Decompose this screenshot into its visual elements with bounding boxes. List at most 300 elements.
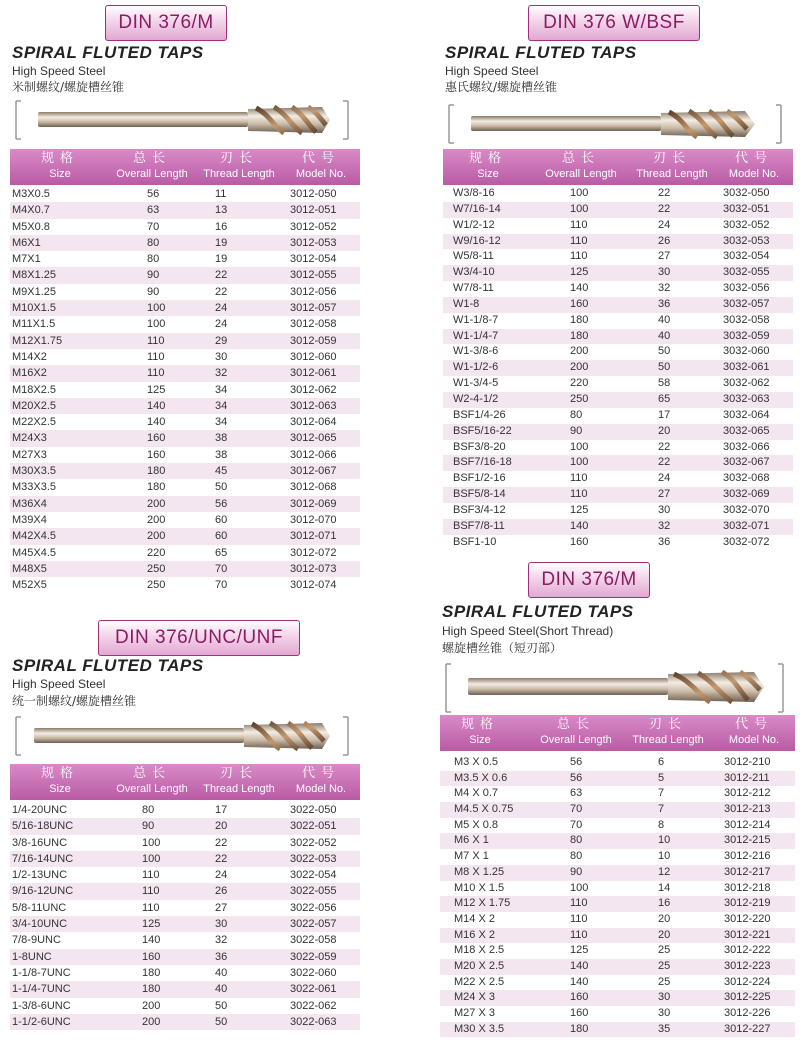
- table-row: [440, 849, 795, 865]
- length-cell: 140: [142, 934, 161, 947]
- size-cell: M3X0.5: [12, 188, 50, 200]
- model-cell: 3012-062: [290, 383, 337, 396]
- section-banner: DIN 376/M: [528, 562, 650, 598]
- model-cell: 3032-059: [723, 329, 770, 342]
- thread-header-cn: 刃长: [219, 766, 258, 781]
- table-row: [10, 414, 360, 430]
- model-cell: 3012-056: [290, 285, 337, 298]
- thread-cell: 50: [215, 481, 228, 494]
- length-cell: 200: [147, 513, 166, 526]
- thread-cell: 50: [658, 345, 671, 358]
- table-body: [10, 186, 360, 593]
- table-row: [10, 932, 360, 948]
- thread-cell: 34: [215, 383, 228, 396]
- thread-cell: 30: [658, 991, 671, 1004]
- length-cell: 110: [147, 334, 165, 347]
- length-cell: 250: [147, 562, 166, 575]
- length-cell: 200: [570, 345, 589, 358]
- product-title: SPIRAL FLUTED TAPS: [12, 43, 204, 62]
- model-cell: 3012-065: [290, 432, 337, 445]
- table-row: [10, 802, 360, 818]
- thread-cell: 8: [658, 818, 665, 831]
- model-cell: 3032-055: [723, 266, 770, 279]
- thread-cell: 30: [215, 918, 228, 931]
- table-row: [443, 329, 793, 345]
- length-cell: 80: [147, 236, 160, 249]
- model-cell: 3032-072: [723, 535, 770, 548]
- model-cell: 3012-057: [290, 302, 337, 315]
- model-cell: 3022-054: [290, 869, 337, 882]
- model-cell: 3012-071: [290, 530, 337, 543]
- table-row: [10, 512, 360, 528]
- length-cell: 100: [147, 318, 166, 331]
- table-row: [443, 186, 793, 202]
- size-cell: W1-1/8-7: [453, 313, 499, 326]
- thread-header: Thread Length: [203, 168, 275, 180]
- size-header: Size: [49, 783, 71, 795]
- model-cell: 3032-067: [723, 456, 770, 469]
- thread-cell: 24: [215, 318, 228, 331]
- size-cell: M5X0.8: [12, 220, 50, 233]
- model-cell: 3032-062: [723, 377, 770, 390]
- thread-cell: 32: [215, 367, 228, 380]
- length-cell: 160: [142, 950, 161, 963]
- size-cell: M6 X 1: [454, 834, 489, 847]
- table-row: [440, 912, 795, 928]
- thread-cell: 11: [215, 188, 227, 200]
- model-cell: 3012-219: [724, 897, 771, 910]
- model-cell: 3032-071: [723, 519, 770, 532]
- spiral-tap-illustration: [12, 97, 352, 143]
- size-header: Size: [469, 734, 491, 746]
- thread-cell: 22: [215, 285, 228, 298]
- thread-cell: 16: [215, 220, 228, 233]
- thread-cell: 22: [215, 852, 228, 865]
- table-row: [10, 316, 360, 332]
- size-cell: BSF3/4-12: [453, 503, 506, 516]
- thread-cell: 50: [658, 361, 671, 374]
- size-cell: BSF1/4-26: [453, 408, 506, 421]
- table-row: [440, 943, 795, 959]
- length-cell: 160: [147, 448, 166, 461]
- table-row: [443, 487, 793, 503]
- model-cell: 3012-213: [724, 803, 771, 816]
- model-cell: 3032-050: [723, 187, 770, 199]
- thread-header: Thread Length: [632, 734, 704, 746]
- table-row: [10, 202, 360, 218]
- model-cell: 3032-054: [723, 250, 770, 263]
- model-cell: 3012-067: [290, 465, 337, 478]
- table-header: [443, 149, 793, 185]
- length-cell: 80: [142, 804, 155, 816]
- model-cell: 3012-069: [290, 497, 337, 510]
- table-row: [440, 928, 795, 944]
- model-cell: 3012-072: [290, 546, 337, 559]
- model-cell: 3032-070: [723, 503, 770, 516]
- model-cell: 3032-058: [723, 313, 770, 326]
- size-cell: W7/16-14: [453, 202, 501, 215]
- length-cell: 56: [570, 756, 583, 768]
- size-cell: M4.5 X 0.75: [454, 803, 514, 816]
- thread-cell: 36: [658, 297, 671, 310]
- product-title: SPIRAL FLUTED TAPS: [445, 43, 637, 62]
- length-cell: 140: [570, 975, 589, 988]
- model-cell: 3022-063: [290, 1015, 337, 1028]
- size-cell: W5/8-11: [453, 250, 494, 263]
- size-cell: BSF5/8-14: [453, 488, 506, 501]
- length-cell: 200: [142, 999, 161, 1012]
- thread-cell: 22: [215, 836, 228, 849]
- table-row: [440, 865, 795, 881]
- table-body: [443, 186, 793, 550]
- thread-cell: 29: [215, 334, 228, 347]
- table-row: [443, 313, 793, 329]
- size-cell: W3/4-10: [453, 266, 495, 279]
- size-cell: M27 X 3: [454, 1007, 495, 1019]
- thread-cell: 70: [215, 562, 228, 575]
- model-cell: 3022-050: [290, 804, 337, 816]
- length-header: Overall Length: [116, 168, 188, 180]
- length-cell: 110: [570, 472, 588, 485]
- model-cell: 3012-210: [724, 756, 771, 768]
- model-cell: 3012-061: [290, 367, 337, 380]
- size-header-cn: 规格: [40, 151, 79, 166]
- size-cell: M8X1.25: [12, 269, 57, 282]
- table-row: [443, 535, 793, 551]
- table-row: [10, 333, 360, 349]
- model-cell: 3012-055: [290, 269, 337, 282]
- length-header: Overall Length: [545, 168, 617, 180]
- length-cell: 140: [570, 959, 589, 972]
- table-row: [443, 471, 793, 487]
- size-cell: 7/16-14UNC: [12, 852, 74, 865]
- length-cell: 250: [147, 579, 166, 592]
- length-cell: 110: [147, 367, 165, 380]
- table-row: [10, 186, 360, 202]
- product-title: SPIRAL FLUTED TAPS: [442, 602, 634, 621]
- length-cell: 140: [147, 399, 166, 412]
- thread-cell: 24: [658, 218, 671, 231]
- model-cell: 3032-057: [723, 297, 770, 310]
- size-cell: W1-8: [453, 297, 480, 310]
- model-cell: 3032-060: [723, 345, 770, 358]
- thread-cell: 10: [658, 850, 671, 863]
- length-cell: 160: [570, 297, 589, 310]
- spiral-tap-illustration: [445, 101, 785, 147]
- model-cell: 3012-224: [724, 975, 771, 988]
- thread-cell: 19: [215, 236, 228, 249]
- model-cell: 3032-065: [723, 424, 770, 437]
- table-row: [443, 424, 793, 440]
- length-cell: 100: [570, 202, 589, 215]
- size-cell: M8 X 1.25: [454, 865, 505, 878]
- table-row: [10, 447, 360, 463]
- model-cell: 3012-059: [290, 334, 337, 347]
- table-row: [440, 1022, 795, 1038]
- size-cell: M9X1.25: [12, 285, 57, 298]
- size-cell: M30X3.5: [12, 465, 57, 478]
- table-row: [10, 851, 360, 867]
- size-cell: M6X1: [12, 236, 41, 249]
- thread-cell: 7: [658, 787, 665, 800]
- size-cell: M7X1: [12, 253, 41, 266]
- size-cell: W9/16-12: [453, 234, 501, 247]
- thread-cell: 25: [658, 959, 671, 972]
- table-row: [443, 519, 793, 535]
- model-cell: 3012-211: [724, 771, 770, 784]
- length-cell: 140: [570, 282, 589, 295]
- size-header-cn: 规格: [40, 766, 79, 781]
- thread-cell: 30: [215, 350, 228, 363]
- thread-cell: 36: [215, 950, 228, 963]
- table-row: [10, 300, 360, 316]
- size-cell: M22 X 2.5: [454, 975, 505, 988]
- length-cell: 63: [570, 787, 583, 800]
- length-cell: 125: [570, 503, 589, 516]
- thread-cell: 17: [658, 408, 671, 421]
- size-cell: M7 X 1: [454, 850, 489, 863]
- size-cell: M16X2: [12, 367, 47, 380]
- length-cell: 180: [142, 983, 161, 996]
- model-cell: 3012-220: [724, 912, 771, 925]
- model-cell: 3012-064: [290, 416, 337, 429]
- table-row: [440, 833, 795, 849]
- thread-cell: 20: [658, 928, 671, 941]
- thread-cell: 5: [658, 771, 665, 784]
- length-cell: 110: [570, 250, 588, 263]
- size-cell: M24 X 3: [454, 991, 495, 1004]
- table-body: [10, 802, 360, 1030]
- model-cell: 3012-226: [724, 1007, 771, 1019]
- size-cell: 1-1/4-7UNC: [12, 983, 71, 996]
- length-cell: 180: [147, 481, 166, 494]
- table-row: [443, 218, 793, 234]
- table-row: [440, 1006, 795, 1022]
- model-cell: 3032-056: [723, 282, 770, 295]
- table-row: [443, 408, 793, 424]
- size-cell: 1-1/2-6UNC: [12, 1015, 71, 1028]
- table-row: [440, 786, 795, 802]
- product-title: SPIRAL FLUTED TAPS: [12, 656, 204, 675]
- thread-cell: 30: [658, 1007, 671, 1019]
- length-cell: 200: [147, 497, 166, 510]
- table-row: [10, 965, 360, 981]
- model-cell: 3032-053: [723, 234, 770, 247]
- model-cell: 3012-051: [290, 204, 337, 217]
- table-row: [10, 867, 360, 883]
- length-cell: 70: [570, 803, 583, 816]
- table-row: [440, 959, 795, 975]
- size-cell: M52X5: [12, 579, 47, 592]
- length-cell: 180: [147, 465, 166, 478]
- spiral-tap-illustration: [442, 660, 787, 716]
- model-cell: 3022-056: [290, 901, 337, 914]
- thread-cell: 34: [215, 399, 228, 412]
- table-row: [10, 235, 360, 251]
- model-header: Model No.: [295, 783, 347, 795]
- table-row: [10, 561, 360, 577]
- table-row: [10, 479, 360, 495]
- model-cell: 3012-050: [290, 188, 337, 200]
- table-row: [440, 990, 795, 1006]
- thread-cell: 45: [215, 465, 228, 478]
- model-cell: 3032-051: [723, 202, 770, 215]
- length-cell: 125: [147, 383, 166, 396]
- model-cell: 3012-053: [290, 236, 337, 249]
- thread-cell: 50: [215, 999, 228, 1012]
- thread-cell: 13: [215, 204, 228, 217]
- model-cell: 3012-068: [290, 481, 337, 494]
- model-cell: 3032-064: [723, 408, 770, 421]
- size-cell: BSF3/8-20: [453, 440, 506, 453]
- model-cell: 3012-227: [724, 1022, 771, 1035]
- thread-cell: 70: [215, 579, 228, 592]
- material-label: High Speed Steel: [12, 64, 106, 78]
- size-cell: 1/2-13UNC: [12, 869, 68, 882]
- length-cell: 110: [570, 488, 588, 501]
- model-cell: 3032-066: [723, 440, 770, 453]
- length-cell: 220: [570, 377, 589, 390]
- size-cell: M10 X 1.5: [454, 881, 505, 894]
- model-cell: 3032-052: [723, 218, 770, 231]
- table-row: [10, 981, 360, 997]
- table-row: [443, 455, 793, 471]
- thread-cell: 25: [658, 975, 671, 988]
- length-cell: 110: [570, 234, 588, 247]
- length-cell: 90: [147, 269, 160, 282]
- size-cell: M42X4.5: [12, 530, 57, 543]
- table-row: [10, 430, 360, 446]
- size-cell: W3/8-16: [453, 187, 495, 199]
- table-body: [440, 755, 795, 1037]
- model-cell: 3022-053: [290, 852, 337, 865]
- size-cell: 1/4-20UNC: [12, 804, 68, 816]
- material-label: High Speed Steel: [12, 677, 106, 691]
- length-cell: 180: [570, 1022, 589, 1035]
- table-row: [443, 376, 793, 392]
- size-cell: M11X1.5: [12, 318, 56, 331]
- thread-cell: 40: [215, 983, 228, 996]
- size-cell: BSF1-10: [453, 535, 497, 548]
- length-cell: 110: [570, 218, 588, 231]
- table-row: [10, 818, 360, 834]
- size-cell: M14X2: [12, 350, 47, 363]
- table-row: [10, 835, 360, 851]
- thread-cell: 56: [215, 497, 228, 510]
- length-cell: 56: [570, 771, 583, 784]
- size-cell: 5/8-11UNC: [12, 901, 67, 914]
- length-header-cn: 总长: [132, 151, 171, 166]
- size-cell: M4X0.7: [12, 204, 50, 217]
- size-cell: M18X2.5: [12, 383, 57, 396]
- thread-cell: 65: [215, 546, 228, 559]
- thread-cell: 38: [215, 432, 228, 445]
- model-cell: 3032-061: [723, 361, 770, 374]
- length-cell: 110: [570, 897, 588, 910]
- material-label-cn: 螺旋槽丝锥（短刃部）: [442, 641, 563, 655]
- length-cell: 140: [147, 416, 166, 429]
- section-banner: DIN 376 W/BSF: [528, 5, 700, 41]
- size-cell: M27X3: [12, 448, 47, 461]
- length-header-cn: 总长: [561, 151, 600, 166]
- thread-cell: 40: [658, 329, 671, 342]
- model-header-cn: 代号: [301, 766, 340, 781]
- thread-cell: 32: [658, 519, 671, 532]
- size-cell: W1-3/8-6: [453, 345, 499, 358]
- thread-cell: 19: [215, 253, 228, 266]
- thread-cell: 35: [658, 1022, 671, 1035]
- length-header-cn: 总长: [556, 717, 595, 732]
- thread-cell: 38: [215, 448, 228, 461]
- table-row: [440, 802, 795, 818]
- model-cell: 3012-217: [724, 865, 771, 878]
- model-cell: 3012-222: [724, 944, 771, 957]
- size-cell: 3/8-16UNC: [12, 836, 68, 849]
- table-header: [440, 715, 795, 751]
- material-label: High Speed Steel(Short Thread): [442, 624, 614, 638]
- size-cell: M33X3.5: [12, 481, 57, 494]
- model-cell: 3012-225: [724, 991, 771, 1004]
- table-row: [10, 545, 360, 561]
- length-cell: 80: [147, 253, 160, 266]
- size-cell: M30 X 3.5: [454, 1022, 505, 1035]
- thread-cell: 32: [658, 282, 671, 295]
- table-row: [10, 349, 360, 365]
- length-cell: 160: [570, 535, 589, 548]
- material-label-cn: 惠氏螺纹/螺旋槽丝锥: [445, 80, 558, 94]
- table-header: [10, 149, 360, 185]
- thread-cell: 26: [658, 234, 671, 247]
- length-cell: 90: [147, 285, 160, 298]
- model-cell: 3022-055: [290, 885, 337, 898]
- section-banner: DIN 376/M: [105, 5, 227, 41]
- model-cell: 3012-212: [724, 787, 771, 800]
- model-cell: 3012-073: [290, 562, 337, 575]
- table-row: [443, 297, 793, 313]
- length-cell: 100: [570, 440, 589, 453]
- thread-cell: 22: [658, 440, 671, 453]
- size-cell: M18 X 2.5: [454, 944, 505, 957]
- length-cell: 100: [570, 456, 589, 469]
- thread-cell: 24: [658, 472, 671, 485]
- length-cell: 140: [570, 519, 589, 532]
- thread-cell: 17: [215, 804, 228, 816]
- table-row: [443, 392, 793, 408]
- thread-cell: 34: [215, 416, 228, 429]
- length-cell: 100: [570, 881, 589, 894]
- table-row: [440, 896, 795, 912]
- size-cell: M12 X 1.75: [454, 897, 511, 910]
- thread-cell: 25: [658, 944, 671, 957]
- table-row: [10, 251, 360, 267]
- table-row: [443, 344, 793, 360]
- thread-cell: 40: [215, 966, 228, 979]
- size-cell: M16 X 2: [454, 928, 495, 941]
- thread-cell: 30: [658, 503, 671, 516]
- size-cell: M20 X 2.5: [454, 959, 505, 972]
- model-cell: 3012-058: [290, 318, 337, 331]
- length-cell: 110: [570, 928, 588, 941]
- size-cell: M3 X 0.5: [454, 756, 499, 768]
- length-header: Overall Length: [540, 734, 612, 746]
- size-cell: M36X4: [12, 497, 47, 510]
- thread-header-cn: 刃长: [648, 717, 687, 732]
- table-row: [10, 900, 360, 916]
- table-row: [10, 916, 360, 932]
- thread-header: Thread Length: [636, 168, 708, 180]
- thread-cell: 50: [215, 1015, 228, 1028]
- length-cell: 70: [570, 818, 583, 831]
